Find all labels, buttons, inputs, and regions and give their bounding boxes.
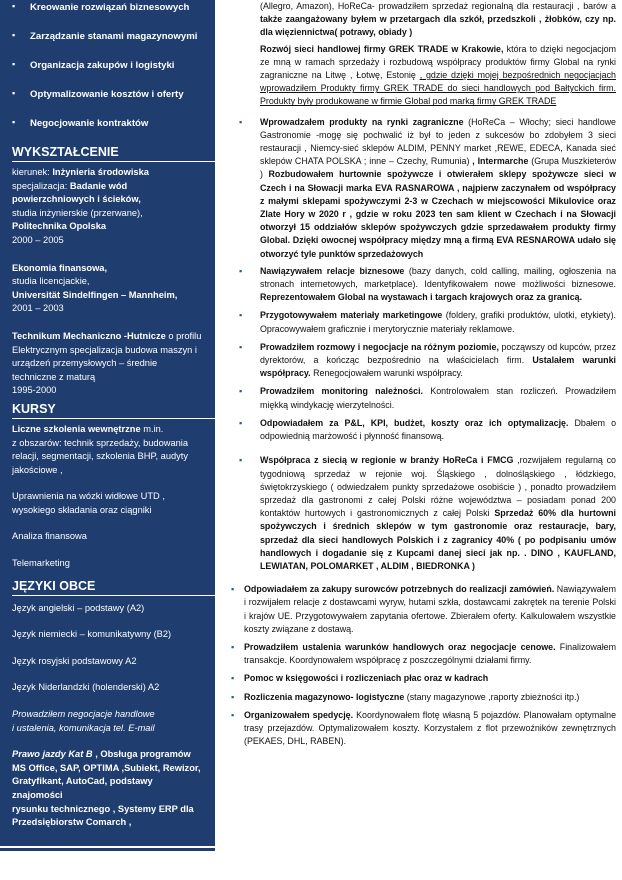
list-item: ▪ Organizowałem spedycję. Koordynowałem flotę własną 5 pojazdów. Planowałam optymalne trasy przejazdów. Optymalizowałem koszty. Korzystałem z flot przewoźników zewnętrznych (PEKAES, DHL, RABEN). bbox=[226, 709, 616, 749]
courses-heading: KURSY bbox=[12, 402, 215, 419]
paragraph: Rozwój sieci handlowej firmy GREK TRADE w Krakowie, która to dzięki negocjacjom ze mną w ramach sprzedaży i rozbudową współpracy produktów firmy Global na rynki zagraniczne na Litwę , Łotwę, Estonię , gdzie dzięki mojej bezpośrednich negocjacjach wprowadziłem Produkty firmy GREK TRADE do sieci handlowych pod Bałtyckich firm. Produkty były produkowane w firmie Global pod marką firmy GREK TRADE bbox=[260, 43, 616, 107]
languages-list: Język angielski – podstawy (A2) Język niemiecki – komunikatywny (B2) Język rosyjski podstawowy A2 Język Niderlandzki (holenderski) A2 Prowadziłem negocjacje handlowe i ustalenia, komunikacja tel. E-mail Prawo jazdy Kat B , Obsługa programów MS Office, SAP, OPTIMA ,Subiekt, Rewizor, Gratyfikant, AutoCad, podstawy znajomości rysunku technicznego , Systemy ERP dla Przedsiębiorstw Comarch , bbox=[12, 602, 201, 828]
languages-heading: JĘZYKI OBCE bbox=[12, 579, 215, 596]
sidebar-footer-bar bbox=[0, 848, 215, 851]
skill-item: ▪ Negocjowanie kontraktów bbox=[12, 118, 205, 129]
education-entry: Ekonomia finansowa, studia licencjackie, Universität Sindelfingen – Mannheim, 2001 – 2003 bbox=[12, 262, 178, 314]
list-item: ▪ Odpowiadałem za zakupy surowców potrzebnych do realizacji zamówień. Nawiązywałem i rozwijałem relacje z dostawcami wyryw, hutami szkła, dostawcami zakrętek na terenie Polski i krajów UE. Przygotowywałem zapytania ofertowe. Zbierałem oferty. Kalkulowałem wszystkie koszty związane z dostawą. bbox=[226, 583, 616, 636]
skill-item: ▪ Kreowanie rozwiązań biznesowych bbox=[12, 2, 205, 13]
courses-list: Liczne szkolenia wewnętrzne m.in. z obszarów: technik sprzedaży, budowania relacji, segmentacji, szkolenia BHP, audyty jakościowe , Uprawnienia na wózki widłowe UTD , wysokiego składania oraz ciągniki Analiza finansowa Telemarketing bbox=[12, 423, 189, 569]
list-item: ▪ Odpowiadałem za P&L, KPI, budżet, koszty oraz ich optymalizację. Dbałem o odpowiednią marżowość i płynność finansową. bbox=[226, 417, 616, 443]
sidebar bbox=[0, 0, 215, 846]
main-content bbox=[226, 0, 616, 748]
list-item: ▪ Rozliczenia magazynowo- logistyczne (stany magazynowe ,raporty zbieżności itp.) bbox=[226, 691, 616, 704]
paragraph: (Allegro, Amazon), HoReCa- prowadziłem sprzedaż regionalną dla restauracji , barów a także zaangażowany byłem w przetargach dla szkół, przedszkoli , żłobków, czy np. dla więziennictwa( potrawy, obiady ) bbox=[260, 1, 616, 38]
list-item: ▪ Nawiązywałem relacje biznesowe (bazy danych, cold calling, mailing, ogłoszenia na stronach internetowych, marketplace). Identyfikowałem nowe możliwości biznesowe. Reprezentowałem Global na wystawach i targach krajowych oraz za granicą. bbox=[226, 265, 616, 305]
list-item: ▪ Wprowadzałem produkty na rynki zagraniczne (HoReCa – Włochy; sieci handlowe Gastronomie -mogę się pochwalić iż był to jeden z sukcesów bo zdobyłem 3 sieci restauracji , Niemcy-sieć sklepów ALDIM, PENNY market ,REWE, EDECA, Kanada sieć sklepów CHATA POLSKA ; inne – Czechy, Rumunia) , Intermarche (Grupa Muszkieterów ) Rozbudowałem hurtownie spożywcze i otwierałem sklepy spożywcze sieci w Czech i na Słowacji marka EVA RASNAROWA , najpierw zaczynałem od współpracy z małymi sklepami spożywczymi 2-3 w Czechach w miejscowości Mikulovice oraz Zlate Hory w 2020 r , gdzie w roku 2023 ten sam klient w Czechach i na Słowacji otworzył 15 oddziałów sklepów spożywczych gdzie sprzedawałem produkty firmy Global. Dzięki owocnej współpracy między mną a firmą EVA RESNAROWA udało się otworzyć tyle punktów sprzedażowych bbox=[226, 116, 616, 261]
skill-item: ▪ Organizacja zakupów i logistyki bbox=[12, 60, 205, 71]
list-item: ▪ Prowadziłem monitoring należności. Kontrolowałem stan rozliczeń. Prowadziłem miękką windykację wierzytelności. bbox=[226, 385, 616, 411]
education-entry: Technikum Mechaniczno -Hutnicze o profilu Elektrycznym specjalizacja budowa maszyn i urządzeń przemysłowych – średnie techniczne z maturą 1995-2000 bbox=[12, 330, 202, 396]
education-entry: kierunek: Inżynieria środowiska specjalizacja: Badanie wód powierzchniowych i ścieków, studia inżynierskie (przerwane), Politechnika Opolska 2000 – 2005 bbox=[12, 167, 149, 245]
list-item: ▪ Współpraca z siecią w regionie w branży HoReCa i FMCG ,rozwijałem regularną co tygodniową sprzedaż w rejonie woj. Śląskiego , dolnośląskiego , łódzkiego, świętokrzyskiego ( odwiedzałem punkty sprzedażowe osobiście ) , ponadto prowadziłem sprzedaż dla gastronomi z całej Polski różne województwa – posiadam ponad 200 kontaktów hurtowych i gastronomicznych z całej Polski Sprzedaż 60% dla hurtowni spożywczych i średnich sklepów w tym gastronomie oraz restauracje, bary, sprzedaż dla sieci handlowych Polskich i z zagranicy 40% ( po podpisaniu umów handlowych i dogadanie się z Kupcami danej sieci jak np. . DINO , KAUFLAND, LEWIATAN, POLOMARKET , ALDIM , BIEDRONKA ) bbox=[226, 454, 616, 573]
list-item: ▪ Prowadziłem ustalenia warunków handlowych oraz negocjacje cenowe. Finalizowałem transakcje. Koordynowałem współpracę z poszczególnymi działami firmy. bbox=[226, 641, 616, 667]
list-item: ▪ Przygotowywałem materiały marketingowe (foldery, grafiki produktów, ulotki, etykiety). Opracowywałem graficznie i merytorycznie materiały reklamowe. bbox=[226, 309, 616, 335]
skill-item: ▪ Zarządzanie stanami magazynowymi bbox=[12, 31, 205, 42]
list-item: ▪ Pomoc w księgowości i rozliczeniach płac oraz w kadrach bbox=[226, 672, 616, 685]
list-item: ▪ Prowadziłem rozmowy i negocjacje na różnym poziomie, począwszy od kupców, przez dyrektorów, a kończąc bezpośrednio na właścicielach firm. Ustalałem warunki współpracy. Renegocjowałem warunki współpracy. bbox=[226, 341, 616, 381]
education-heading: WYKSZTAŁCENIE bbox=[12, 145, 215, 162]
skill-item: ▪ Optymalizowanie kosztów i oferty bbox=[12, 89, 205, 100]
